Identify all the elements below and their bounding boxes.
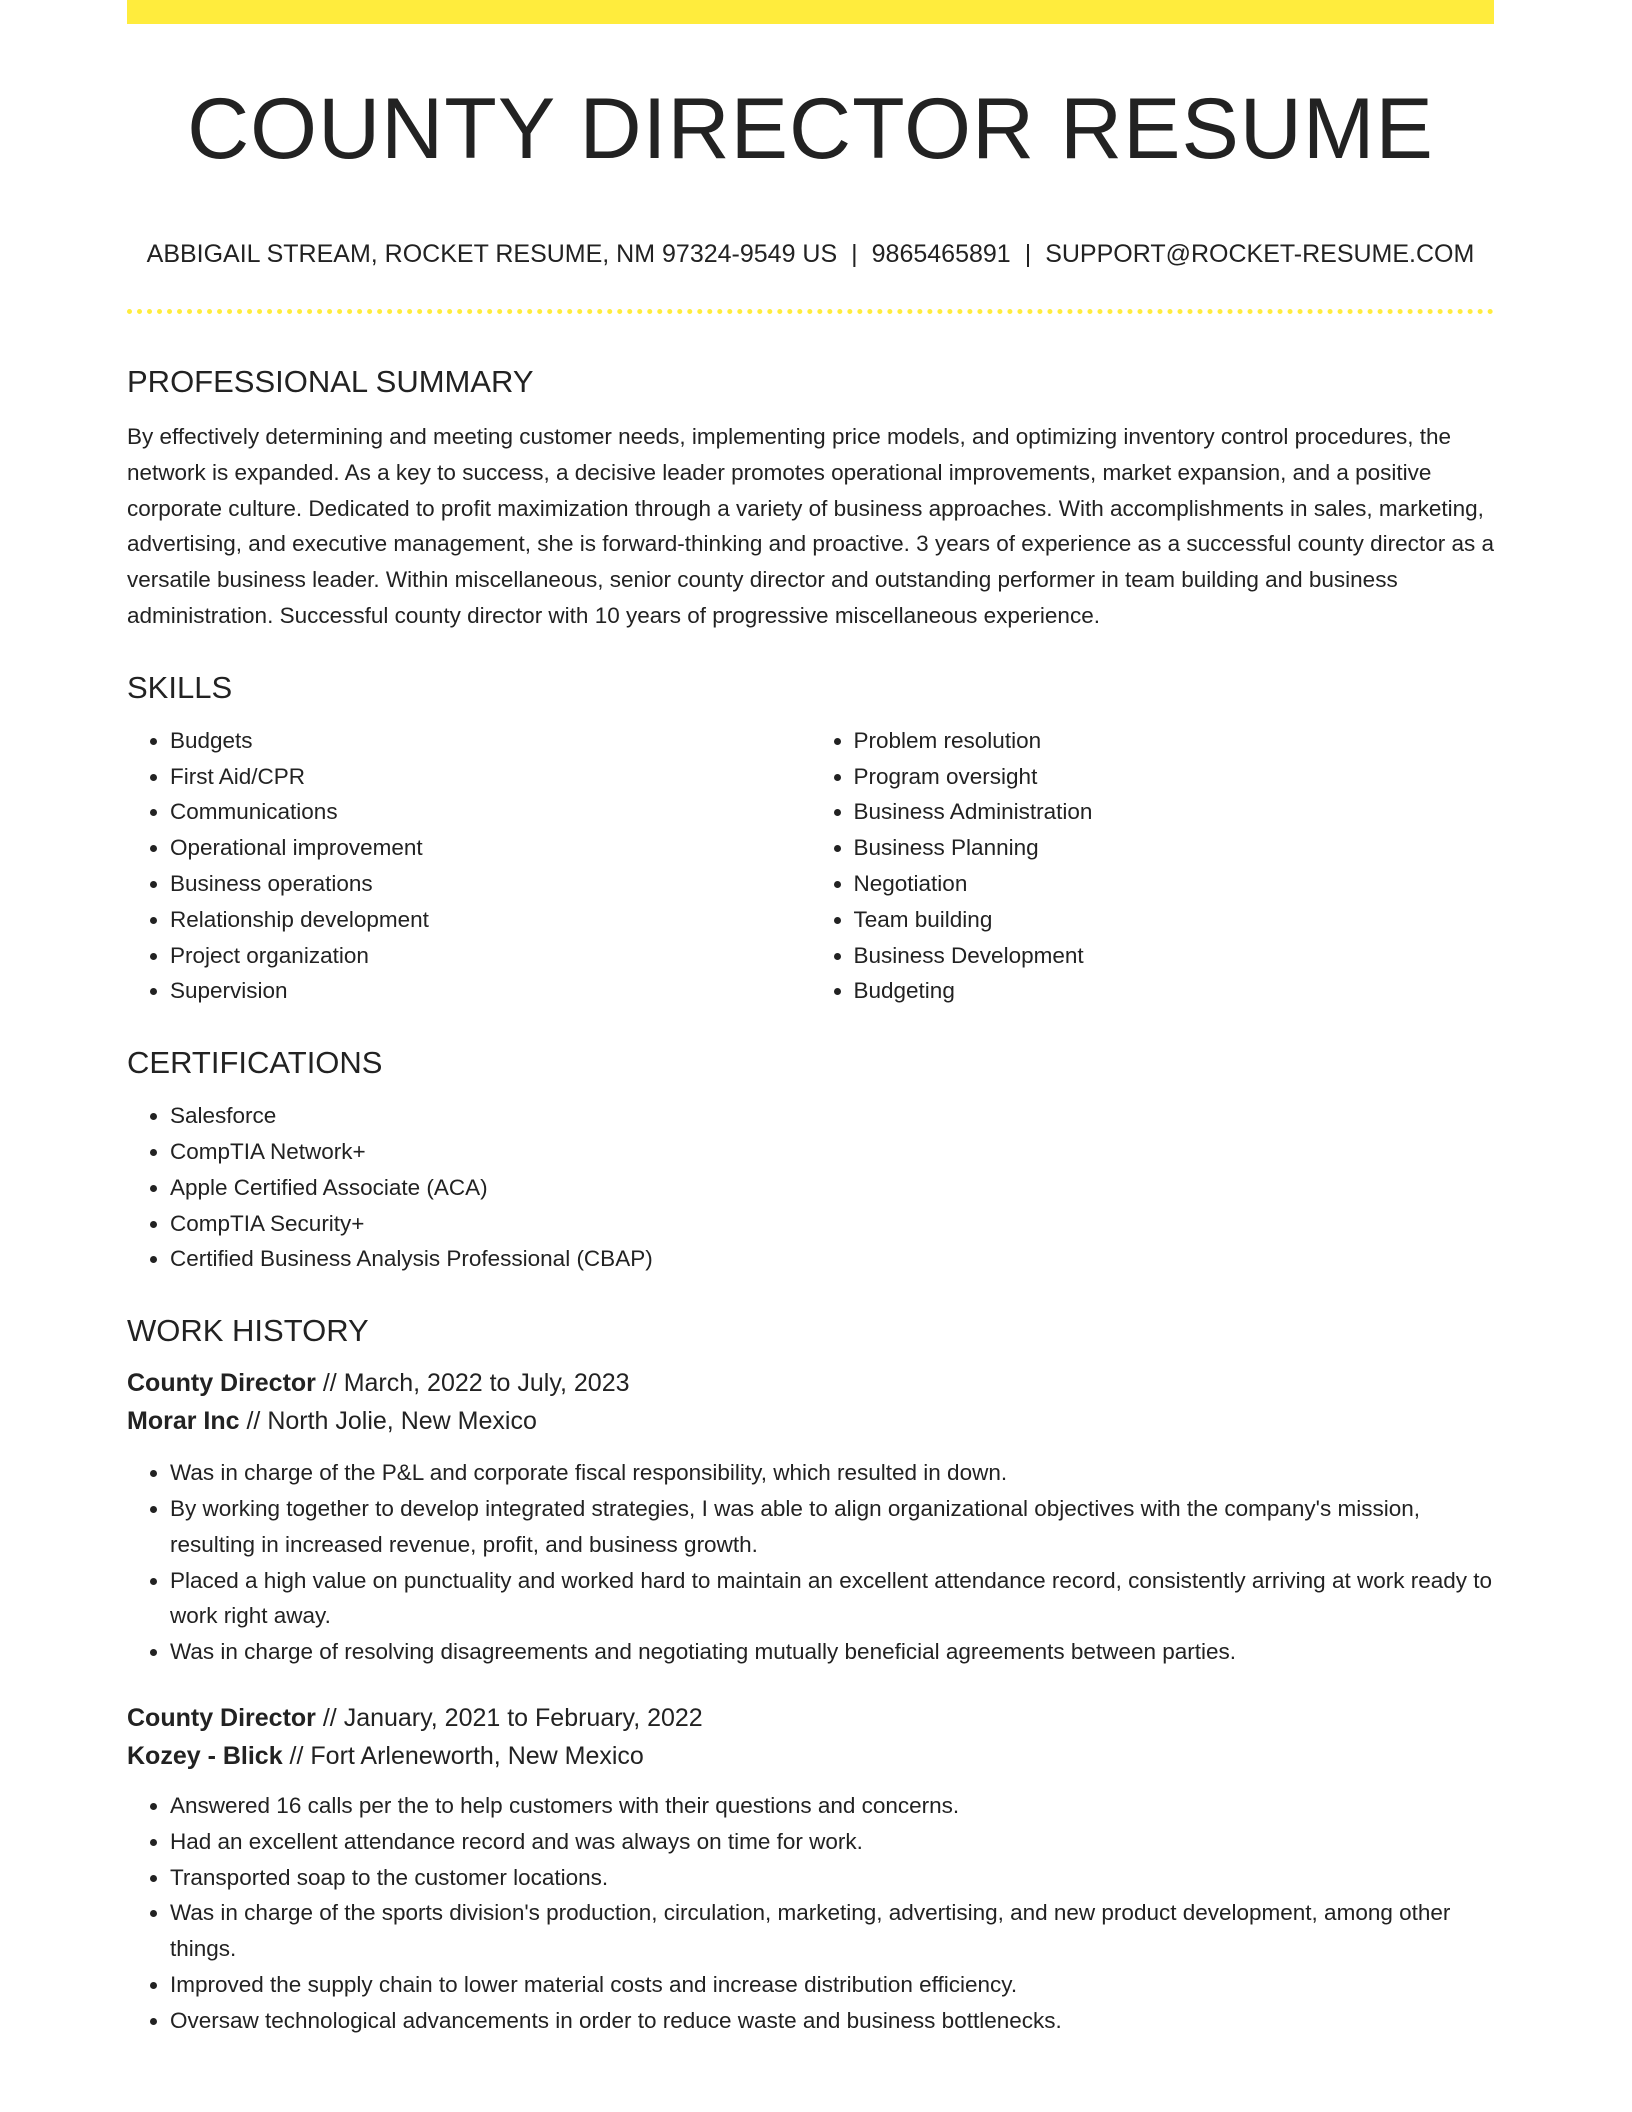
list-item: • Oversaw technological advancements in order to reduce waste and business bottlenecks.: [170, 2003, 1494, 2039]
contact-address: ABBIGAIL STREAM, ROCKET RESUME, NM 97324-9549 US: [146, 240, 838, 268]
list-item: • Answered 16 calls per the to help customers with their questions and concerns.: [170, 1788, 1494, 1824]
job-company-line: [127, 1402, 1494, 1440]
list-item: • Budgeting: [854, 973, 1495, 1009]
list-item: • Program oversight: [854, 759, 1495, 795]
page-title: COUNTY DIRECTOR RESUME: [187, 81, 1434, 177]
summary-section: [127, 366, 1494, 634]
job-company: Kozey - Blick: [127, 1741, 283, 1770]
work-history-section: [127, 1315, 1494, 2038]
list-item: • Business Planning: [854, 830, 1495, 866]
top-accent-bar: [127, 0, 1494, 24]
list-item: • Had an excellent attendance record and was always on time for work.: [170, 1824, 1494, 1860]
work-history-heading: WORK HISTORY: [127, 1313, 369, 1349]
list-item: • Improved the supply chain to lower material costs and increase distribution efficiency.: [170, 1967, 1494, 2003]
list-item: • Business operations: [170, 866, 811, 902]
job-dates: // March, 2022 to July, 2023: [315, 1369, 630, 1398]
list-item: • Was in charge of resolving disagreements and negotiating mutually beneficial agreements between parties.: [170, 1634, 1494, 1670]
skills-heading: SKILLS: [127, 669, 233, 705]
list-item: • Placed a high value on punctuality and worked hard to maintain an excellent attendance record, consistently arriving at work ready to work right away.: [170, 1563, 1494, 1635]
list-item: • Supervision: [170, 973, 811, 1009]
job-bullets: [127, 1455, 1494, 1670]
contact-separator: |: [1024, 240, 1032, 268]
contact-email: SUPPORT@ROCKET-RESUME.COM: [1045, 240, 1475, 268]
job-entry: [127, 1364, 1494, 1670]
contact-line: [127, 240, 1494, 269]
job-title-line: [127, 1699, 1494, 1737]
list-item: • Relationship development: [170, 902, 811, 938]
list-item: • First Aid/CPR: [170, 759, 811, 795]
list-item: • CompTIA Security+: [170, 1206, 1494, 1242]
job-bullets: [127, 1788, 1494, 2039]
list-item: • Project organization: [170, 938, 811, 974]
certifications-list: [127, 1098, 1494, 1277]
job-dates: // January, 2021 to February, 2022: [315, 1703, 703, 1732]
skills-list-left: [127, 723, 811, 1009]
list-item: • Certified Business Analysis Professional (CBAP): [170, 1241, 1494, 1277]
job-location: // Fort Arleneworth, New Mexico: [282, 1741, 644, 1770]
skills-section: [127, 669, 1494, 1009]
contact-separator: |: [851, 240, 858, 268]
list-item: • Communications: [170, 794, 811, 830]
job-entry: [127, 1699, 1494, 2039]
list-item: • Was in charge of the P&L and corporate fiscal responsibility, which resulted in down.: [170, 1455, 1494, 1491]
job-title: County Director: [127, 1369, 316, 1398]
job-company-line: [127, 1737, 1494, 1775]
summary-text: By effectively determining and meeting customer needs, implementing price models, and optimizing inventory control procedures, the network is expanded. As a key to success, a decisive leader promotes operational improvements, market expansion, and a positive corporate culture. Dedicated to profit maximization through a variety of business approaches. With accomplishments in sales, marketing, advertising, and executive management, she is forward-thinking and proactive. 3 years of experience as a successful county director as a versatile business leader. Within miscellaneous, senior county director and outstanding performer in team building and business administration. Successful county director with 10 years of progressive miscellaneous experience.: [127, 424, 1494, 628]
list-item: • Transported soap to the customer locations.: [170, 1860, 1494, 1896]
list-item: • Budgets: [170, 723, 811, 759]
list-item: • Negotiation: [854, 866, 1495, 902]
certifications-heading: CERTIFICATIONS: [127, 1045, 383, 1081]
job-title: County Director: [127, 1703, 316, 1732]
list-item: • Salesforce: [170, 1098, 1494, 1134]
list-item: • Operational improvement: [170, 830, 811, 866]
list-item: • Was in charge of the sports division's production, circulation, marketing, advertising, and new product development, among other things.: [170, 1895, 1494, 1967]
summary-heading: PROFESSIONAL SUMMARY: [127, 364, 534, 399]
list-item: • Business Development: [854, 938, 1495, 974]
job-location: // North Jolie, New Mexico: [239, 1407, 537, 1436]
list-item: • Problem resolution: [854, 723, 1495, 759]
skills-columns: [127, 723, 1494, 1009]
contact-phone: 9865465891: [871, 240, 1011, 268]
list-item: • Business Administration: [854, 794, 1495, 830]
list-item: • Apple Certified Associate (ACA): [170, 1170, 1494, 1206]
certifications-section: [127, 1047, 1494, 1277]
list-item: • CompTIA Network+: [170, 1134, 1494, 1170]
job-company: Morar Inc: [127, 1407, 240, 1436]
job-title-line: [127, 1364, 1494, 1402]
skills-list-right: [811, 723, 1495, 1009]
list-item: • Team building: [854, 902, 1495, 938]
dotted-divider: [127, 309, 1494, 314]
resume-page: [127, 0, 1494, 2039]
list-item: • By working together to develop integrated strategies, I was able to align organizational objectives with the company's mission, resulting in increased revenue, profit, and business growth.: [170, 1491, 1494, 1563]
